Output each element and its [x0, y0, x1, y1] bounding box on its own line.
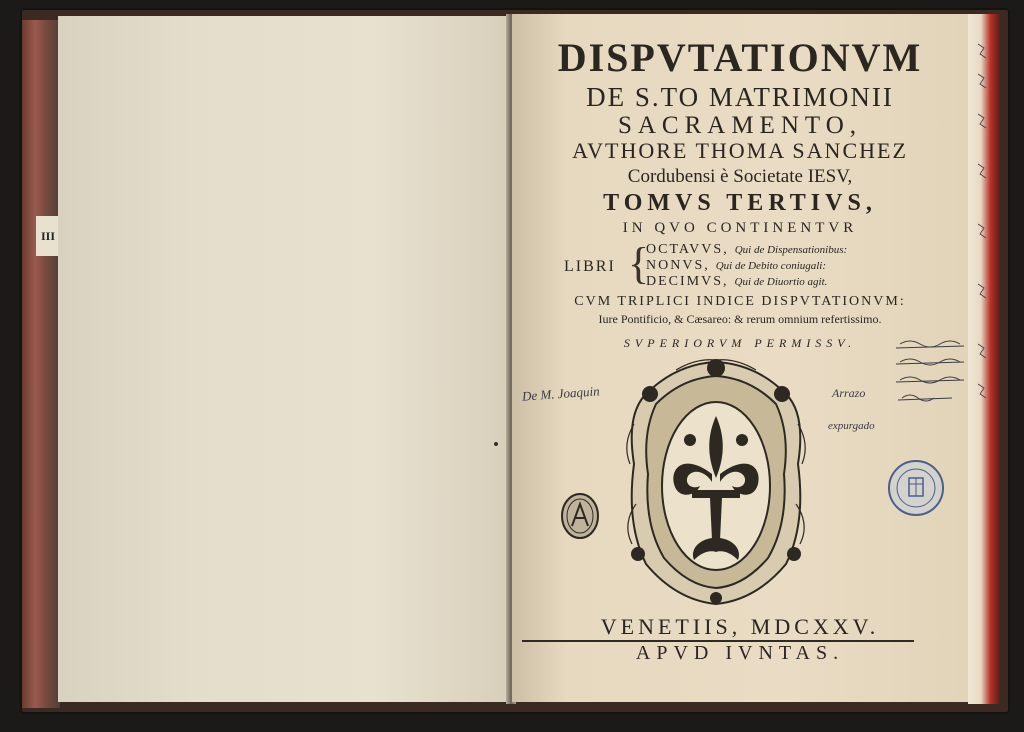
libri-item	[646, 242, 847, 258]
title-line-1: DISPVTATIONVM	[557, 35, 923, 80]
handwritten-note-right-2: expurgado	[828, 420, 875, 432]
libri-item-desc: Qui de Diuortio agit.	[734, 276, 828, 288]
inner-cover-strip	[22, 20, 60, 708]
monogram-stamp-icon	[560, 492, 600, 540]
libri-item-name: DECIMVS,	[646, 274, 729, 289]
struck-out-marginalia	[892, 336, 968, 416]
libri-item-desc: Qui de Dispensationibus:	[734, 244, 848, 256]
blank-left-page	[58, 16, 510, 702]
fleur-de-lis-emblem-icon	[616, 354, 816, 608]
library-seal-icon	[886, 458, 946, 518]
author-line: AVTHORE THOMA SANCHEZ	[572, 138, 908, 163]
ink-dot	[494, 442, 498, 446]
libri-item	[646, 274, 827, 290]
contents-intro: IN QVO CONTINENTVR	[622, 220, 858, 236]
libri-item-desc: Qui de Debito coniugali:	[715, 260, 827, 272]
handwritten-note-right: Arrazo	[832, 386, 866, 400]
spine-tab	[36, 216, 60, 256]
handwritten-ownership-note: De M. Joaquin	[521, 383, 601, 404]
imprint-place-date: VENETIIS, MDCXXV.	[600, 614, 880, 639]
index-line: CVM TRIPLICI INDICE DISPVTATIONVM:	[574, 294, 906, 309]
libri-label: LIBRI	[564, 258, 616, 275]
page-edges	[968, 14, 1000, 704]
author-origin: Cordubensi è Societate IESV,	[627, 166, 853, 187]
libri-item	[646, 258, 826, 274]
libri-item-name: OCTAVVS,	[646, 242, 729, 257]
brace-icon: {	[628, 239, 650, 288]
libri-list	[564, 239, 924, 292]
libri-item-name: NONVS,	[646, 258, 710, 273]
edge-annotations	[972, 34, 996, 414]
volume-line: TOMVS TERTIVS,	[603, 190, 877, 216]
spine-tab-label: III	[40, 228, 55, 243]
title-line-2: DE S.TO MATRIMONII	[586, 82, 894, 112]
permission-line: SVPERIORVM PERMISSV.	[623, 336, 857, 350]
index-subline: Iure Pontificio, & Cæsareo: & rerum omnium refertissimo.	[598, 312, 882, 326]
title-line-3: SACRAMENTO,	[617, 112, 863, 139]
imprint-printer: APVD IVNTAS.	[635, 642, 845, 664]
title-page	[512, 14, 968, 702]
